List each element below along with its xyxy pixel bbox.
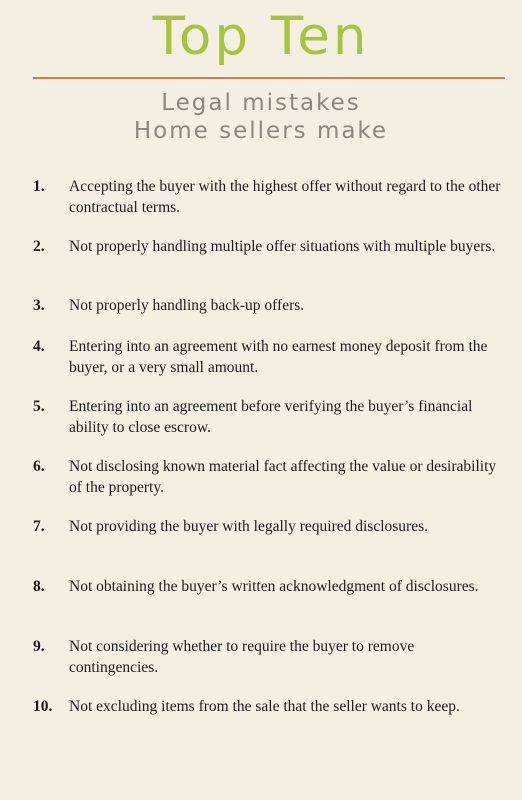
item-text: Not properly handling back-up offers.	[69, 297, 305, 314]
item-number: 4.	[33, 338, 45, 355]
item-text: Not excluding items from the sale that the seller wants to keep.	[69, 698, 460, 715]
item-number: 8.	[33, 578, 45, 595]
item-text: Not obtaining the buyer’s written acknowledgment of disclosures.	[69, 578, 479, 595]
item-number: 10.	[33, 698, 53, 715]
title-divider	[33, 77, 505, 79]
item-number: 6.	[33, 458, 45, 475]
item-text: Not properly handling multiple offer situations with multiple buyers.	[69, 238, 496, 255]
item-text: Entering into an agreement with no earnest money deposit from the buyer, or a very small amount.	[69, 338, 488, 376]
item-text: Not considering whether to require the buyer to remove contingencies.	[69, 638, 415, 676]
item-number: 2.	[33, 238, 45, 255]
subtitle-line-2: Home sellers make	[133, 118, 389, 144]
item-text: Not providing the buyer with legally required disclosures.	[69, 518, 429, 535]
page-title: Top Ten	[152, 6, 370, 67]
item-number: 7.	[33, 518, 45, 535]
item-text: Entering into an agreement before verifying the buyer’s financial ability to close escrow.	[69, 398, 473, 436]
item-number: 1.	[33, 178, 45, 195]
subtitle-line-1: Legal mistakes	[161, 90, 361, 116]
item-number: 9.	[33, 638, 45, 655]
item-text: Not disclosing known material fact affecting the value or desirability of the property.	[69, 458, 497, 496]
item-number: 5.	[33, 398, 45, 415]
item-text: Accepting the buyer with the highest offer without regard to the other contractual terms.	[69, 178, 501, 216]
item-number: 3.	[33, 297, 45, 314]
